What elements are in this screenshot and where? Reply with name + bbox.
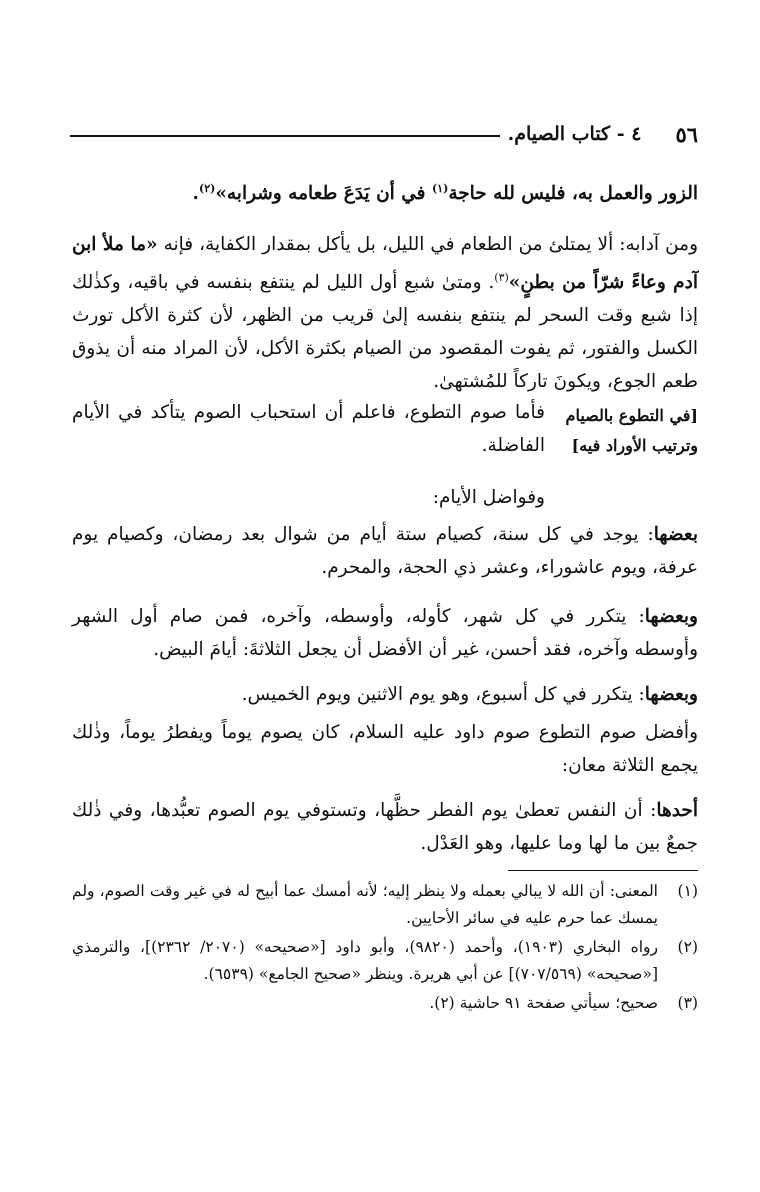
footnote-ref-3[interactable]: (٣) xyxy=(494,271,509,284)
footnote-ref-1[interactable]: (١) xyxy=(431,182,449,195)
paragraph-yearly xyxy=(72,518,698,584)
footnote-number: (٢) xyxy=(677,938,698,956)
paragraph-etiquette xyxy=(72,228,698,398)
text-segment: : يتكرر في كل أسبوع، وهو يوم الاثنين ويوم الخميس. xyxy=(241,684,645,705)
text-segment: في أن يَدَعَ طعامه وشرابه» xyxy=(215,183,432,205)
lead-word: وبعضها xyxy=(644,606,698,627)
footnote-number: (٣) xyxy=(677,994,698,1012)
text-segment: : أن النفس تعطىٰ يوم الفطر حظَّها، وتستوفي يوم الصوم تعبُّدها، وفي ذٰلك جمعٌ بين ما لها وما عليها، وهو العَدْل. xyxy=(72,800,698,854)
lead-word: أحدها xyxy=(656,800,698,821)
text-segment: الزور والعمل به، فليس لله حاجة xyxy=(448,183,698,205)
footnote-item xyxy=(72,990,698,1017)
page-number: ٥٦ xyxy=(675,121,698,147)
footnote-rule xyxy=(508,870,698,871)
footnote-number: (١) xyxy=(677,882,698,900)
footnote-text: صحيح؛ سيأتي صفحة ٩١ حاشية (٢). xyxy=(429,994,658,1012)
hadith-quote: «ما ملأ ابن آدم وعاءً شرّاً من بطنٍ» xyxy=(72,234,698,294)
text-segment: . xyxy=(192,183,199,205)
footnotes xyxy=(72,878,698,1019)
footnote-text: المعنى: أن الله لا يبالي بعمله ولا ينظر إليه؛ لأنه أمسك عما أبيح له في غير وقت الصوم، ولم يمسك عما حرم عليه في سائر الأحايين. xyxy=(72,882,658,927)
footnote-item xyxy=(72,878,698,932)
paragraph-weekly xyxy=(72,678,698,711)
running-title: ٤ - كتاب الصيام. xyxy=(507,123,642,145)
footnote-text: رواه البخاري (١٩٠٣)، وأحمد (٩٨٢٠)، وأبو داود [«صحيحه» (٢٠٧٠/ ٢٣٦٢)]، والترمذي [«صحيحه» (٧٠٧/٥٦٩)] عن أبي هريرة. وينظر «صحيح الجامع» (٦٥٣٩). xyxy=(72,938,659,983)
paragraph-virtuous-days: وفواضل الأيام: xyxy=(432,487,545,508)
text-segment: . ومتىٰ شبع أول الليل لم ينتفع بنفسه في باقيه، وكذٰلك إذا شبع وقت السحر لم ينتفع بنفسه إلىٰ قريب من الظهر، لأن كثرة الأكل تورث الكسل والفتور، ثم يفوت المقصود من الصيام بكثرة الأكل، لأن المراد منه أن يذوق طعم الجوع، ويكونَ تاركاً للمُشتهىٰ. xyxy=(72,272,698,393)
page-header xyxy=(70,120,698,148)
paragraph-first-meaning xyxy=(72,794,698,860)
paragraph-voluntary-fasting: فأما صوم التطوع، فاعلم أن استحباب الصوم يتأكد في الأيام الفاضلة. xyxy=(72,402,545,456)
footnote-item xyxy=(72,934,698,988)
paragraph-hadith-end xyxy=(72,172,698,210)
margin-heading: [في التطوع بالصيام وترتيب الأوراد فيه] xyxy=(565,406,698,455)
paragraph-monthly xyxy=(72,600,698,666)
lead-word: بعضها xyxy=(653,524,698,545)
text-segment: : يتكرر في كل شهر، كأوله، وأوسطه، وآخره، فمن صام أول الشهر وأوسطه وآخره، فقد أحسن، غير أن الأفضل أن يجعل الثلاثةَ: أيامَ البيض. xyxy=(72,606,698,660)
footnote-ref-2[interactable]: (٢) xyxy=(198,182,216,195)
paragraph-dawud-fast: وأفضل صوم التطوع صوم داود عليه السلام، كان يصوم يوماً ويفطرُ يوماً، وذٰلك يجمع الثلاثة معان: xyxy=(72,722,698,776)
header-rule xyxy=(70,135,500,137)
text-segment: : يوجد في كل سنة، كصيام ستة أيام من شوال بعد رمضان، وكصيام يوم عرفة، ويوم عاشوراء، وعشر ذي الحجة، والمحرم. xyxy=(72,524,698,578)
lead-word: وبعضها xyxy=(644,684,698,705)
text-segment: ومن آدابه: ألا يمتلئ من الطعام في الليل، بل يأكل بمقدار الكفاية، فإنه xyxy=(157,234,698,255)
